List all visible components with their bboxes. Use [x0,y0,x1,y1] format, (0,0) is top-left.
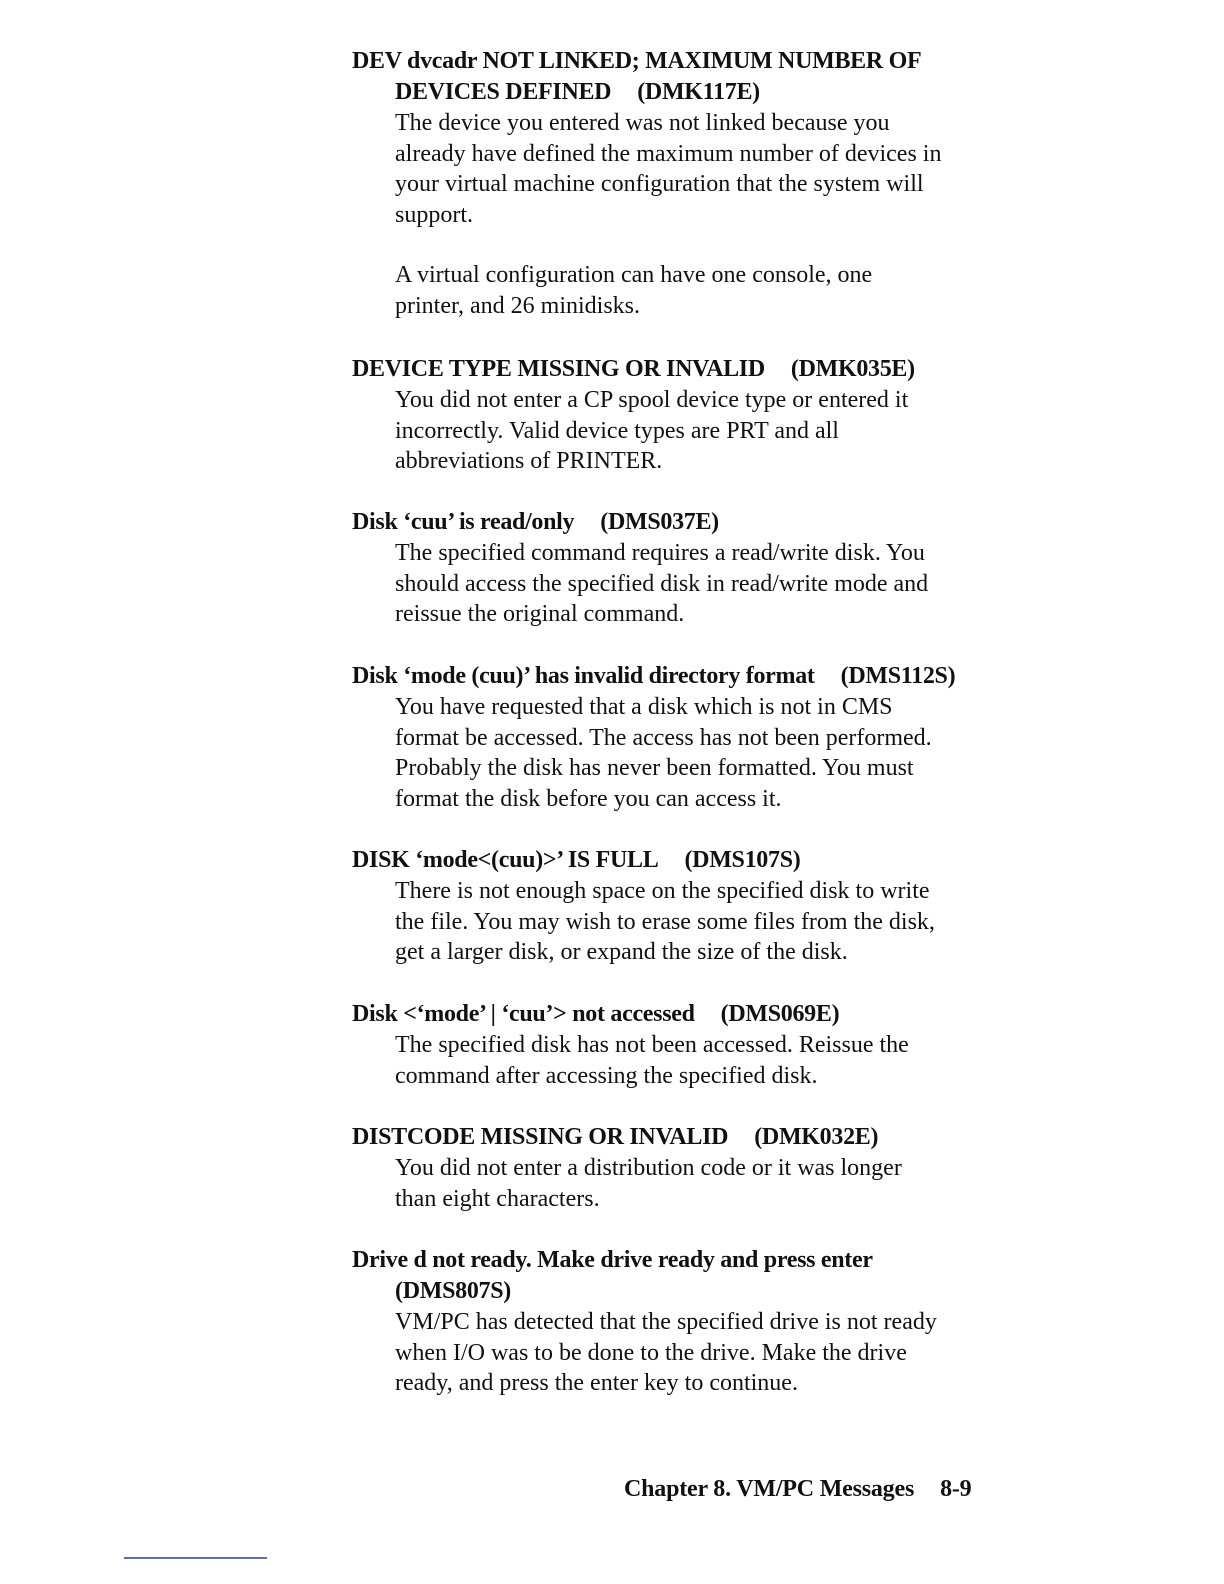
page-footer [624,1474,972,1505]
message-heading-line2: DEVICES DEFINED [395,79,612,105]
message-entry-dms069e [352,999,1042,1091]
message-entry-dmk035e [352,354,1042,477]
message-heading [352,845,1042,876]
message-description-extra: A virtual configuration can have one console, one printer, and 26 minidisks. [395,262,873,319]
message-heading-text: Disk <‘mode’ | ‘cuu’> not accessed [352,1001,695,1027]
message-code: (DMS112S) [840,663,956,689]
message-heading-text: Disk ‘cuu’ is read/only [352,509,575,535]
message-heading [352,661,1042,692]
message-entry-dms112s [352,661,1042,814]
message-heading [352,507,1042,538]
message-description: You did not enter a CP spool device type or entered it incorrectly. Valid device types are PRT and all abbreviations of PRINTER. [395,387,909,475]
message-entry-dms037e [352,507,1042,630]
message-description: The specified disk has not been accessed. Reissue the command after accessing the specified disk. [395,1032,909,1089]
message-code: (DMS807S) [395,1278,511,1304]
message-description: You have requested that a disk which is not in CMS format be accessed. The access has not been performed. Probably the disk has never been formatted. You must format the disk before you can access it. [395,694,932,812]
message-heading [352,46,1042,108]
message-code: (DMK035E) [790,356,915,382]
message-description: There is not enough space on the specified disk to write the file. You may wish to erase some files from the disk, get a larger disk, or expand the size of the disk. [395,878,935,966]
message-heading-text: DISK ‘mode<(cuu)>’ IS FULL [352,847,659,873]
message-description: The device you entered was not linked because you already have defined the maximum number of devices in your virtual machine configuration that the system will support. [395,110,942,228]
message-code: (DMS069E) [720,1001,840,1027]
message-entry-dmk117e [352,46,1042,322]
message-code: (DMS107S) [684,847,801,873]
message-heading-line1: Drive d not ready. Make drive ready and press enter [352,1247,873,1273]
message-heading-line1: DEV dvcadr NOT LINKED; MAXIMUM NUMBER OF [352,48,922,74]
page-number: 8-9 [940,1476,972,1502]
message-entry-dms807s [352,1245,1042,1399]
message-heading [352,999,1042,1030]
message-description: VM/PC has detected that the specified drive is not ready when I/O was to be done to the drive. Make the drive ready, and press the enter key to continue. [395,1309,937,1397]
message-heading [352,1245,1042,1307]
message-entry-dms107s [352,845,1042,968]
message-description: The specified command requires a read/write disk. You should access the specified disk in read/write mode and reissue the original command. [395,540,929,628]
message-entry-dmk032e [352,1122,1042,1214]
message-heading [352,354,1042,385]
footer-chapter-title: Chapter 8. VM/PC Messages [624,1476,915,1502]
message-heading-text: Disk ‘mode (cuu)’ has invalid directory format [352,663,815,689]
message-description: You did not enter a distribution code or it was longer than eight characters. [395,1155,902,1212]
bottom-divider [124,1557,267,1559]
message-code: (DMS037E) [600,509,719,535]
message-heading [352,1122,1042,1153]
message-code: (DMK117E) [637,79,760,105]
message-heading-text: DEVICE TYPE MISSING OR INVALID [352,356,765,382]
message-heading-text: DISTCODE MISSING OR INVALID [352,1124,729,1150]
message-code: (DMK032E) [754,1124,879,1150]
